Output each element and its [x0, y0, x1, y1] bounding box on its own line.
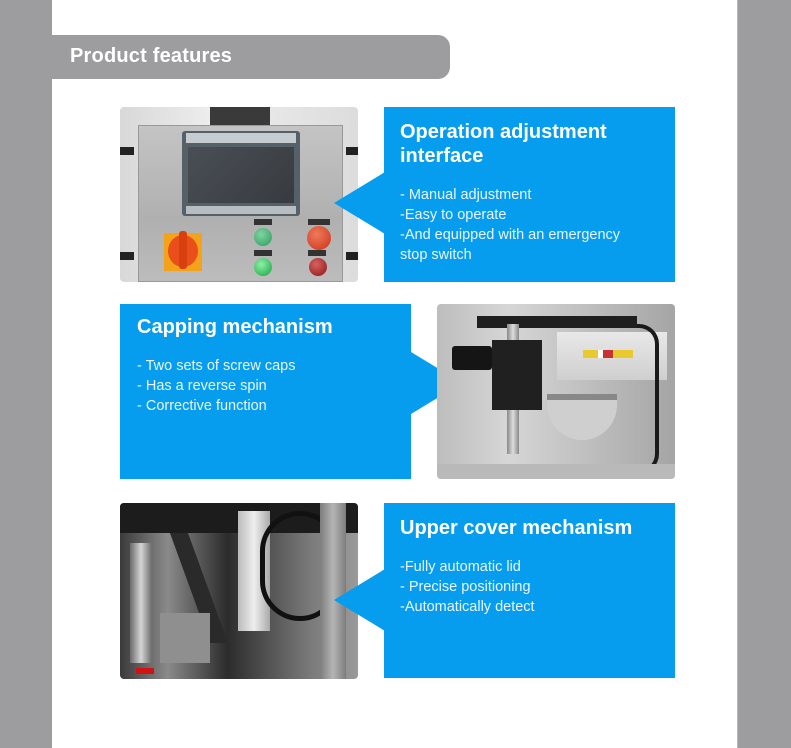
warning-labels: [583, 350, 633, 358]
mount-bracket: [346, 147, 358, 155]
section-header-bar: [52, 35, 450, 79]
feature-bullet-list: [400, 185, 620, 265]
feature-bullet: -Easy to operate: [400, 207, 507, 223]
servo-motor: [452, 346, 492, 370]
button-label-plate: [308, 250, 326, 256]
control-panel-photo: [120, 107, 358, 282]
feature-panel-upper-cover: [384, 503, 675, 678]
button-label-plate: [254, 250, 272, 256]
support-column: [130, 543, 152, 663]
feature-bullet: -Automatically detect: [400, 599, 535, 615]
hmi-bottom-strip: [186, 206, 296, 214]
feature-bullet-list: [400, 557, 535, 617]
mount-bracket: [346, 252, 358, 260]
hmi-touchscreen: [182, 131, 300, 216]
callout-arrow-left: [334, 569, 385, 631]
feature-title: [400, 120, 607, 168]
emergency-stop-button: [307, 226, 331, 250]
feature-title: [137, 315, 333, 339]
button-label-plate: [308, 219, 330, 225]
feature-bullet: -And equipped with an emergency: [400, 227, 621, 243]
mount-plate: [160, 613, 210, 663]
feature-bullet: - Has a reverse spin: [137, 378, 267, 394]
feature-title: [400, 516, 632, 540]
indicator-light-red: [309, 258, 327, 276]
section-title: Product features: [70, 45, 233, 67]
feature-bullet: - Two sets of screw caps: [137, 358, 296, 374]
feature-title-line: Capping mechanism: [137, 316, 333, 338]
machine-base: [437, 464, 675, 479]
feature-bullet-list: [137, 356, 295, 416]
feature-title-line: interface: [400, 145, 484, 167]
hmi-display: [188, 147, 294, 203]
right-gray-margin: [737, 0, 791, 748]
feature-bullet: - Manual adjustment: [400, 187, 532, 203]
upper-cover-mechanism-photo: [120, 503, 358, 679]
red-marker: [136, 668, 154, 674]
capping-mechanism-photo: [437, 304, 675, 479]
feature-panel-operation-interface: [384, 107, 675, 282]
mount-bracket: [120, 252, 134, 260]
feature-bullet: stop switch: [400, 247, 472, 263]
feature-bullet: - Corrective function: [137, 398, 267, 414]
mount-block: [492, 340, 542, 410]
button-label-plate: [254, 219, 272, 225]
callout-arrow-left: [334, 172, 385, 234]
feature-bullet: - Precise positioning: [400, 579, 531, 595]
capping-bowl: [547, 394, 617, 440]
cable-loop: [637, 324, 659, 474]
cable-chain: [477, 316, 637, 328]
hmi-brand-strip: [186, 133, 296, 143]
feature-panel-capping-mechanism: [120, 304, 411, 479]
indicator-light-green: [254, 258, 272, 276]
feature-title-line: Upper cover mechanism: [400, 517, 633, 539]
start-button-green: [254, 228, 272, 246]
left-gray-margin: [0, 0, 52, 748]
feature-bullet: -Fully automatic lid: [400, 559, 521, 575]
rotary-switch-handle: [179, 231, 187, 269]
mount-bracket: [120, 147, 134, 155]
photo-background-detail: [210, 107, 270, 127]
feature-title-line: Operation adjustment: [400, 121, 607, 143]
